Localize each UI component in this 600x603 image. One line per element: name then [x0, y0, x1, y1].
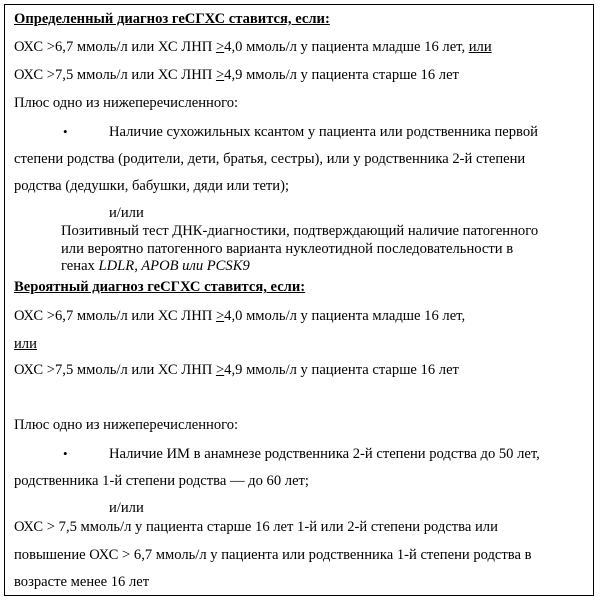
section1-andor: и/или [109, 205, 144, 221]
section2-bullet-text-1: Наличие ИМ в анамнезе родственника 2-й степени родства до 50 лет, [109, 446, 540, 462]
section2-final-2: повышение ОХС > 6,7 ммоль/л у пациента или родственника 1-й степени родства в [14, 547, 532, 563]
section1-plus: Плюс одно из нижеперечисленного: [14, 95, 239, 111]
section1-bullet-text-2: степени родства (родители, дети, братья, сестры), или у родственника 2-й степени [14, 151, 526, 167]
section2-plus: Плюс одно из нижеперечисленного: [14, 417, 239, 433]
section1-bullet-text-1: Наличие сухожильных ксантом у пациента или родственника первой [109, 124, 538, 140]
section1-line1: ОХС >6,7 ммоль/л или ХС ЛНП >4,0 ммоль/л у пациента младше 16 лет, или [14, 39, 492, 55]
section1-line2: ОХС >7,5 ммоль/л или ХС ЛНП >4,9 ммоль/л у пациента старше 16 лет [14, 67, 459, 83]
section2-or: или [14, 336, 37, 352]
section2-andor: и/или [109, 500, 144, 516]
bullet-icon: • [63, 446, 68, 461]
section2-heading: Вероятный диагноз геСГХС ставится, если: [14, 279, 306, 295]
bullet-icon: • [63, 124, 68, 139]
criteria-box [4, 4, 594, 596]
section2-line2: ОХС >7,5 ммоль/л или ХС ЛНП >4,9 ммоль/л у пациента старше 16 лет [14, 362, 459, 378]
section2-final-1: ОХС > 7,5 ммоль/л у пациента старше 16 лет 1-й или 2-й степени родства или [14, 519, 498, 535]
section2-line1: ОХС >6,7 ммоль/л или ХС ЛНП >4,0 ммоль/л у пациента младше 16 лет, [14, 308, 466, 324]
section1-heading: Определенный диагноз геСГХС ставится, если: [14, 11, 330, 27]
section1-dna-paragraph: Позитивный тест ДНК-диагностики, подтверждающий наличие патогенного или вероятно патогенного варианта нуклеотидной последовательности в генах LDLR, APOB или PCSK9 [61, 223, 539, 275]
section2-bullet-text-2: родственника 1-й степени родства — до 60 лет; [14, 473, 309, 489]
section2-final-3: возрасте менее 16 лет [14, 574, 150, 590]
section1-bullet-text-3: родства (дедушки, бабушки, дяди или тети); [14, 178, 290, 194]
